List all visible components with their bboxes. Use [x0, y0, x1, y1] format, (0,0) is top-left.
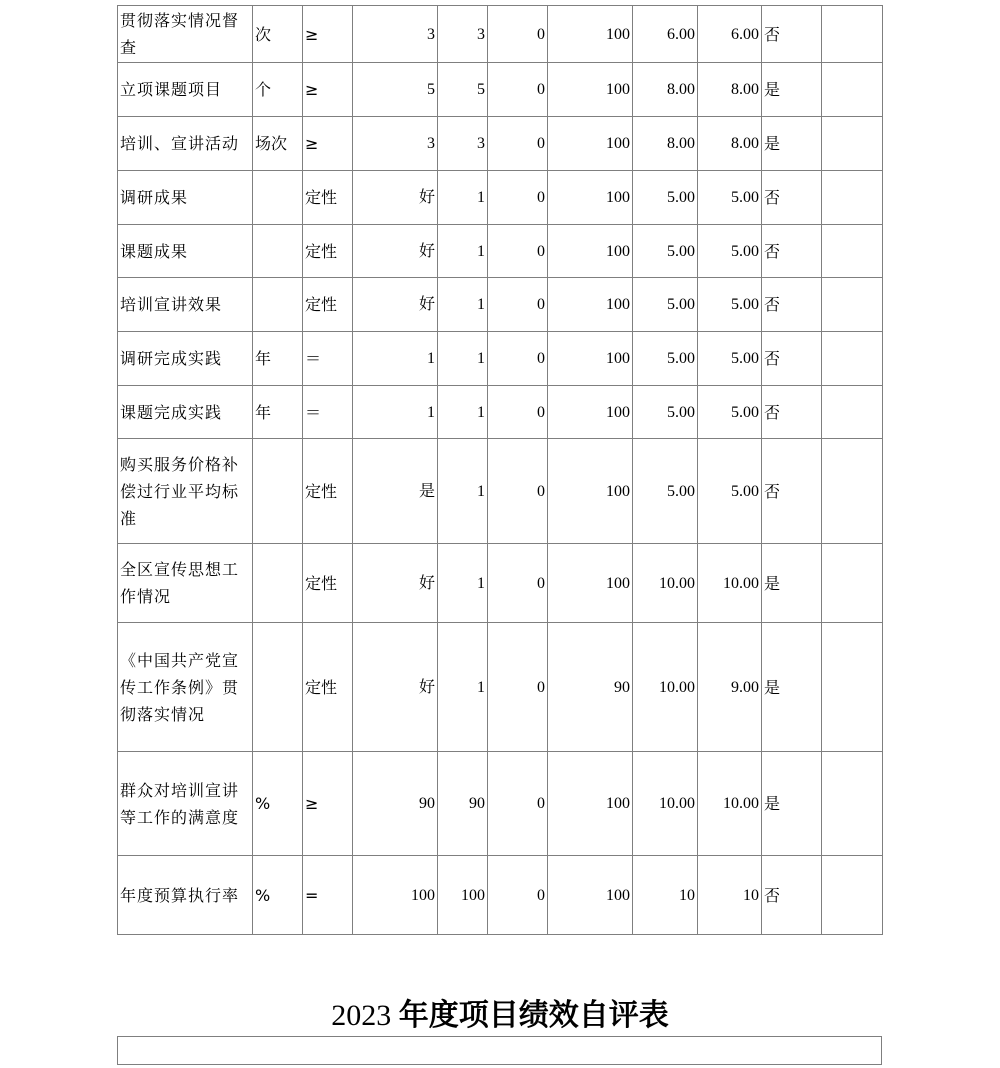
- target-cell: 1: [353, 332, 438, 386]
- target-cell: 1: [353, 386, 438, 439]
- flag-cell: 否: [762, 386, 822, 439]
- weight-cell: 8.00: [633, 117, 698, 171]
- table-row: [118, 63, 883, 117]
- score-cell: 10.00: [698, 544, 762, 623]
- score-cell: 10.00: [698, 752, 762, 856]
- actual-cell: 1: [438, 386, 488, 439]
- unit-cell: [253, 278, 303, 332]
- rate-cell: 100: [548, 332, 633, 386]
- remark-cell: [822, 171, 883, 225]
- target-cell: 100: [353, 856, 438, 935]
- remark-cell: [822, 332, 883, 386]
- deviation-cell: 0: [488, 439, 548, 544]
- deviation-cell: 0: [488, 544, 548, 623]
- score-cell: 8.00: [698, 63, 762, 117]
- unit-cell: [253, 171, 303, 225]
- remark-cell: [822, 752, 883, 856]
- operator-cell: ≥: [303, 117, 353, 171]
- title-year: 2023: [331, 999, 392, 1032]
- target-cell: 3: [353, 117, 438, 171]
- score-cell: 10: [698, 856, 762, 935]
- table-row: [118, 117, 883, 171]
- weight-cell: 5.00: [633, 171, 698, 225]
- deviation-cell: 0: [488, 332, 548, 386]
- remark-cell: [822, 278, 883, 332]
- actual-cell: 3: [438, 117, 488, 171]
- target-cell: 是: [353, 439, 438, 544]
- table-row: [118, 171, 883, 225]
- rate-cell: 100: [548, 386, 633, 439]
- rate-cell: 100: [548, 544, 633, 623]
- rate-cell: 90: [548, 623, 633, 752]
- score-cell: 6.00: [698, 6, 762, 63]
- unit-cell: [253, 544, 303, 623]
- deviation-cell: 0: [488, 117, 548, 171]
- unit-cell: 个: [253, 63, 303, 117]
- weight-cell: 5.00: [633, 439, 698, 544]
- flag-cell: 否: [762, 332, 822, 386]
- deviation-cell: 0: [488, 278, 548, 332]
- actual-cell: 1: [438, 171, 488, 225]
- unit-cell: %: [253, 752, 303, 856]
- remark-cell: [822, 386, 883, 439]
- deviation-cell: 0: [488, 623, 548, 752]
- actual-cell: 1: [438, 332, 488, 386]
- flag-cell: 是: [762, 117, 822, 171]
- next-table-header: [117, 1036, 882, 1065]
- performance-table: [117, 5, 883, 935]
- weight-cell: 8.00: [633, 63, 698, 117]
- target-cell: 好: [353, 544, 438, 623]
- score-cell: 5.00: [698, 171, 762, 225]
- operator-cell: 定性: [303, 225, 353, 278]
- indicator-cell: 《中国共产党宣传工作条例》贯彻落实情况: [118, 623, 253, 752]
- weight-cell: 10.00: [633, 623, 698, 752]
- score-cell: 5.00: [698, 278, 762, 332]
- table-row: [118, 752, 883, 856]
- rate-cell: 100: [548, 63, 633, 117]
- indicator-cell: 群众对培训宣讲等工作的满意度: [118, 752, 253, 856]
- flag-cell: 是: [762, 544, 822, 623]
- actual-cell: 1: [438, 439, 488, 544]
- target-cell: 3: [353, 6, 438, 63]
- operator-cell: =: [303, 856, 353, 935]
- weight-cell: 5.00: [633, 332, 698, 386]
- indicator-cell: 全区宣传思想工作情况: [118, 544, 253, 623]
- table-row: [118, 439, 883, 544]
- operator-cell: 定性: [303, 439, 353, 544]
- target-cell: 好: [353, 278, 438, 332]
- remark-cell: [822, 63, 883, 117]
- flag-cell: 是: [762, 752, 822, 856]
- target-cell: 好: [353, 623, 438, 752]
- operator-cell: 定性: [303, 544, 353, 623]
- unit-cell: [253, 623, 303, 752]
- table-row: [118, 623, 883, 752]
- target-cell: 好: [353, 171, 438, 225]
- deviation-cell: 0: [488, 856, 548, 935]
- rate-cell: 100: [548, 278, 633, 332]
- remark-cell: [822, 439, 883, 544]
- target-cell: 5: [353, 63, 438, 117]
- operator-cell: ≥: [303, 6, 353, 63]
- flag-cell: 否: [762, 171, 822, 225]
- unit-cell: 场次: [253, 117, 303, 171]
- actual-cell: 1: [438, 623, 488, 752]
- actual-cell: 5: [438, 63, 488, 117]
- table-row: [118, 278, 883, 332]
- indicator-cell: 培训宣讲效果: [118, 278, 253, 332]
- score-cell: 5.00: [698, 386, 762, 439]
- table-row: [118, 332, 883, 386]
- indicator-cell: 购买服务价格补偿过行业平均标准: [118, 439, 253, 544]
- actual-cell: 1: [438, 278, 488, 332]
- indicator-cell: 立项课题项目: [118, 63, 253, 117]
- operator-cell: ≥: [303, 752, 353, 856]
- score-cell: 5.00: [698, 332, 762, 386]
- rate-cell: 100: [548, 171, 633, 225]
- target-cell: 90: [353, 752, 438, 856]
- weight-cell: 10: [633, 856, 698, 935]
- flag-cell: 否: [762, 225, 822, 278]
- target-cell: 好: [353, 225, 438, 278]
- weight-cell: 5.00: [633, 225, 698, 278]
- deviation-cell: 0: [488, 6, 548, 63]
- actual-cell: 90: [438, 752, 488, 856]
- score-cell: 5.00: [698, 225, 762, 278]
- indicator-cell: 年度预算执行率: [118, 856, 253, 935]
- operator-cell: 定性: [303, 171, 353, 225]
- flag-cell: 否: [762, 6, 822, 63]
- flag-cell: 否: [762, 856, 822, 935]
- table-row: [118, 225, 883, 278]
- deviation-cell: 0: [488, 63, 548, 117]
- deviation-cell: 0: [488, 225, 548, 278]
- rate-cell: 100: [548, 439, 633, 544]
- score-cell: 9.00: [698, 623, 762, 752]
- operator-cell: 定性: [303, 623, 353, 752]
- unit-cell: 年: [253, 386, 303, 439]
- remark-cell: [822, 544, 883, 623]
- unit-cell: [253, 439, 303, 544]
- table-row: [118, 6, 883, 63]
- weight-cell: 10.00: [633, 544, 698, 623]
- score-cell: 5.00: [698, 439, 762, 544]
- indicator-cell: 贯彻落实情况督查: [118, 6, 253, 63]
- actual-cell: 1: [438, 544, 488, 623]
- rate-cell: 100: [548, 752, 633, 856]
- operator-cell: 定性: [303, 278, 353, 332]
- indicator-cell: 调研完成实践: [118, 332, 253, 386]
- flag-cell: 否: [762, 278, 822, 332]
- indicator-cell: 课题完成实践: [118, 386, 253, 439]
- rate-cell: 100: [548, 6, 633, 63]
- deviation-cell: 0: [488, 171, 548, 225]
- remark-cell: [822, 856, 883, 935]
- unit-cell: 年: [253, 332, 303, 386]
- score-cell: 8.00: [698, 117, 762, 171]
- indicator-cell: 调研成果: [118, 171, 253, 225]
- unit-cell: [253, 225, 303, 278]
- weight-cell: 5.00: [633, 278, 698, 332]
- actual-cell: 100: [438, 856, 488, 935]
- operator-cell: ＝: [303, 332, 353, 386]
- weight-cell: 6.00: [633, 6, 698, 63]
- actual-cell: 3: [438, 6, 488, 63]
- table-row: [118, 856, 883, 935]
- rate-cell: 100: [548, 856, 633, 935]
- indicator-cell: 培训、宣讲活动: [118, 117, 253, 171]
- page-title: [0, 990, 1000, 1034]
- title-text: 年度项目绩效自评表: [398, 999, 669, 1032]
- remark-cell: [822, 623, 883, 752]
- remark-cell: [822, 117, 883, 171]
- operator-cell: ＝: [303, 386, 353, 439]
- rate-cell: 100: [548, 117, 633, 171]
- indicator-cell: 课题成果: [118, 225, 253, 278]
- deviation-cell: 0: [488, 752, 548, 856]
- table-row: [118, 386, 883, 439]
- flag-cell: 是: [762, 63, 822, 117]
- weight-cell: 10.00: [633, 752, 698, 856]
- remark-cell: [822, 6, 883, 63]
- weight-cell: 5.00: [633, 386, 698, 439]
- remark-cell: [822, 225, 883, 278]
- flag-cell: 是: [762, 623, 822, 752]
- unit-cell: 次: [253, 6, 303, 63]
- deviation-cell: 0: [488, 386, 548, 439]
- unit-cell: %: [253, 856, 303, 935]
- table-row: [118, 544, 883, 623]
- actual-cell: 1: [438, 225, 488, 278]
- operator-cell: ≥: [303, 63, 353, 117]
- flag-cell: 否: [762, 439, 822, 544]
- rate-cell: 100: [548, 225, 633, 278]
